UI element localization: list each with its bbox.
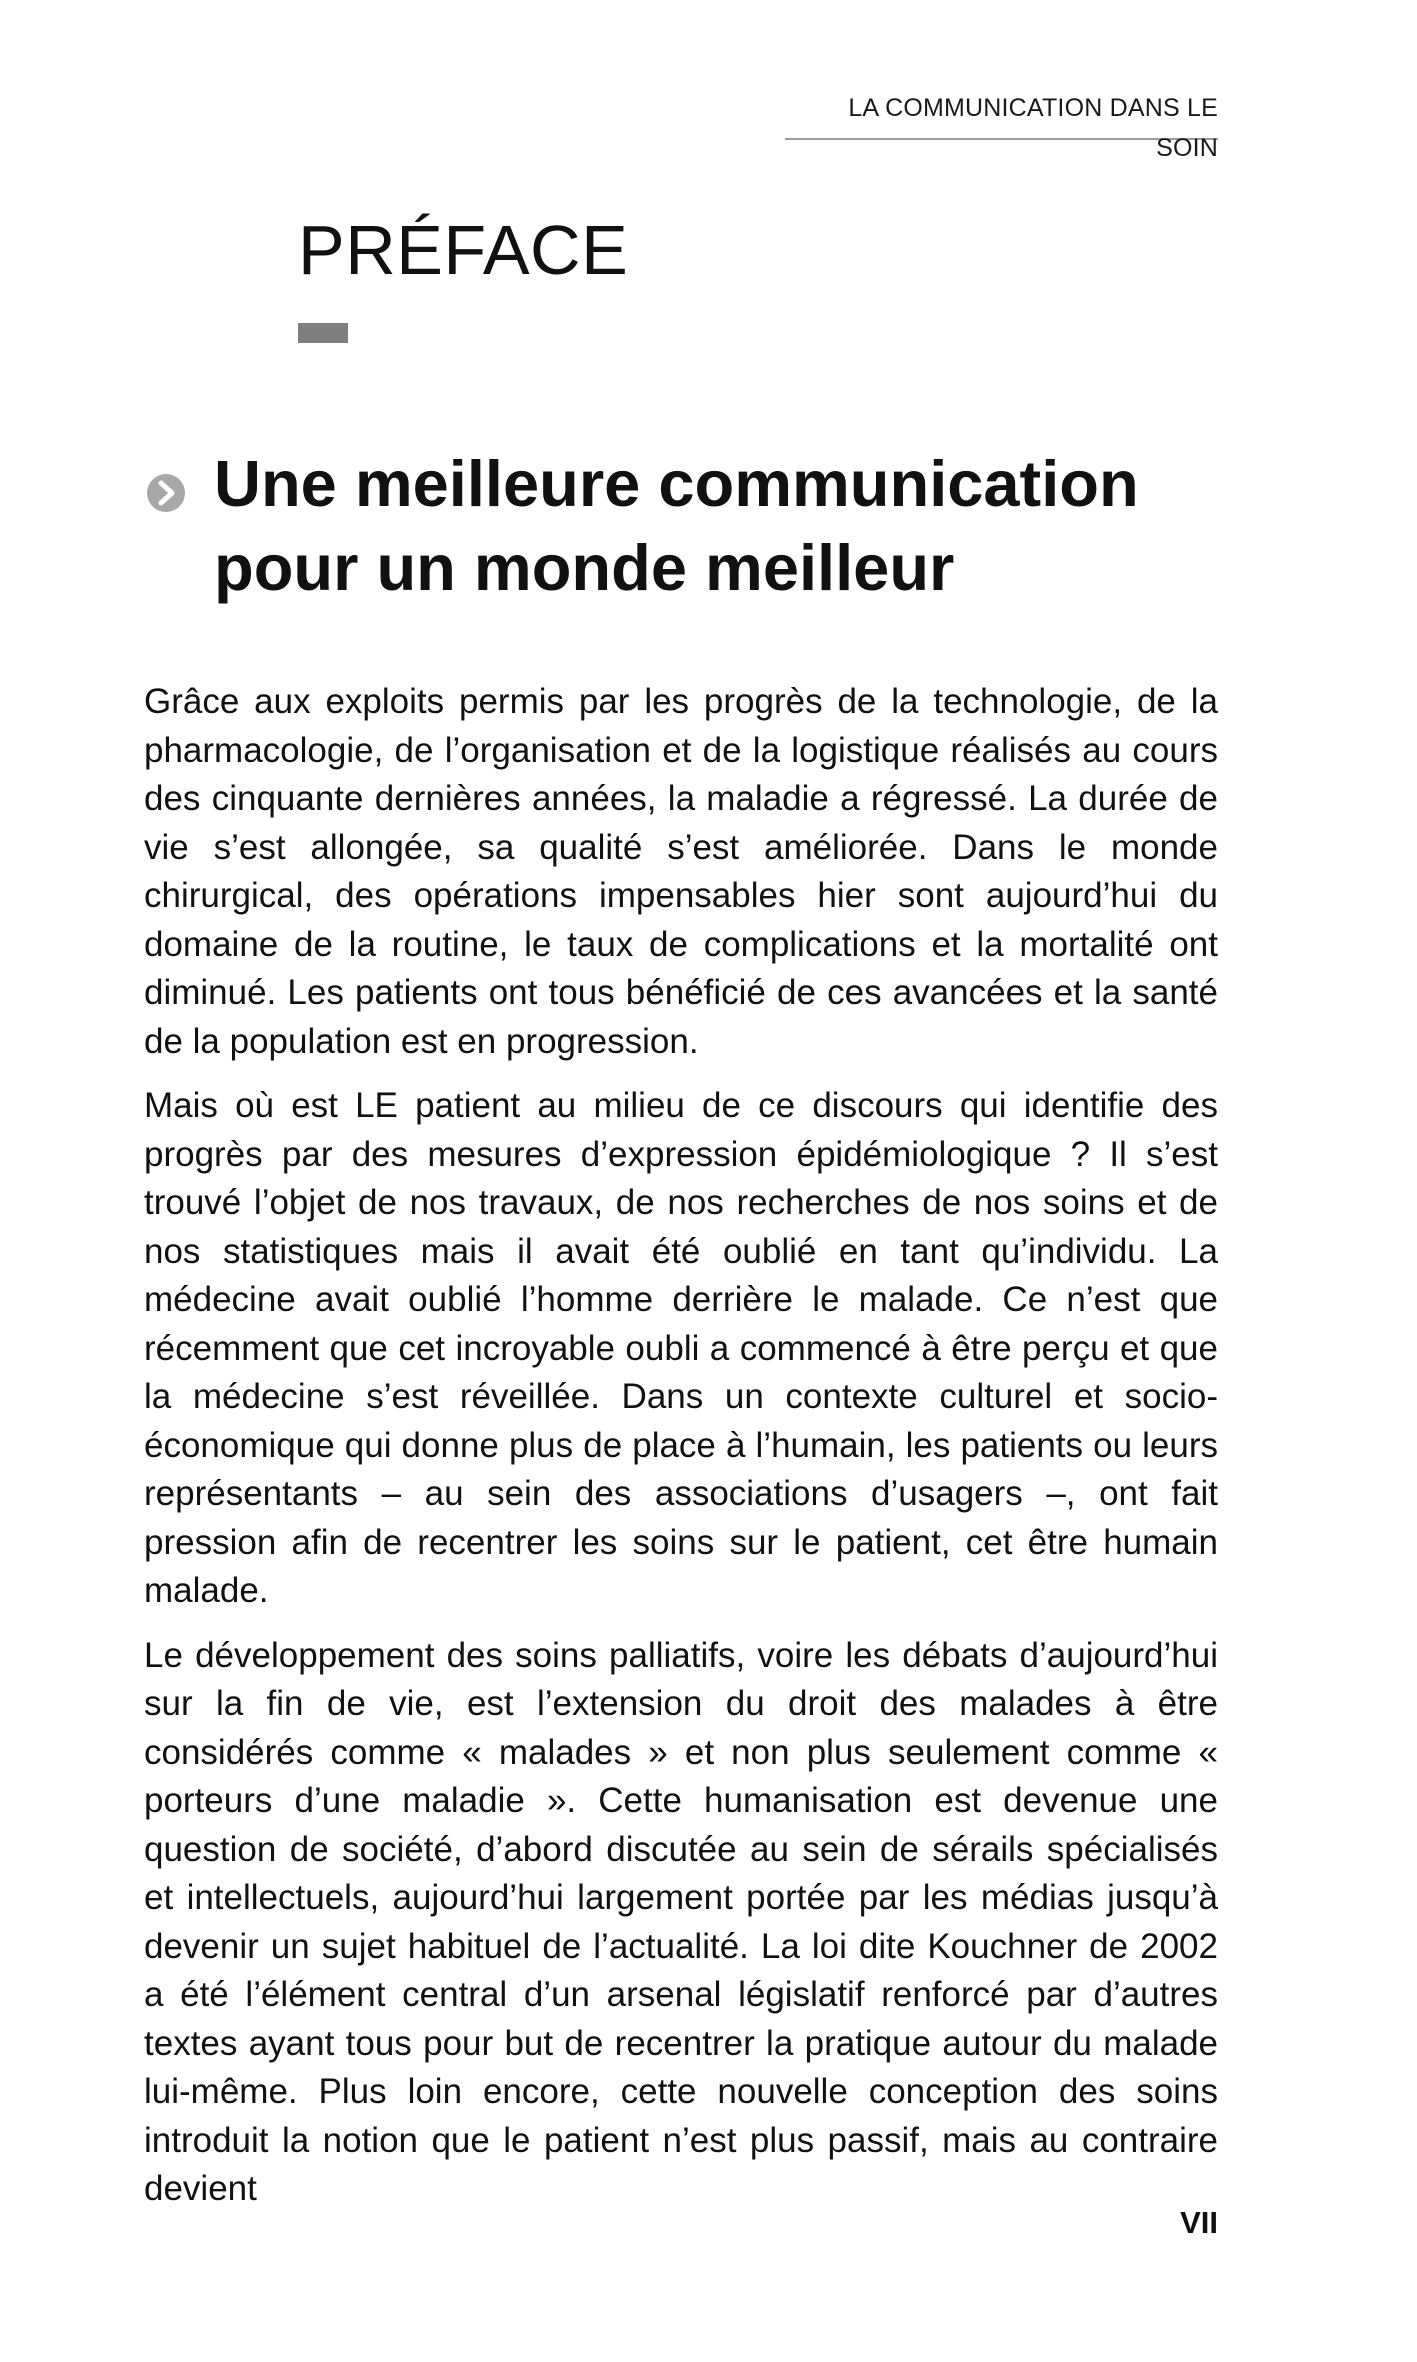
running-header-title: LA COMMUNICATION DANS LE SOIN xyxy=(848,94,1218,162)
running-header xyxy=(785,88,1218,162)
section-heading: Une meilleure communication pour un monde meilleur xyxy=(214,447,1139,604)
chevron-right-circle-icon xyxy=(146,473,186,513)
page-number: VII xyxy=(1180,2205,1218,2240)
chapter-title: PRÉFACE xyxy=(298,211,629,289)
body-text xyxy=(144,678,1218,2230)
paragraph-3: Le développement des soins palliatifs, voire les débats d’aujourd’hui sur la fin de vie, est l’extension du droit des malades à être considérés comme « malades » et non plus seulement comme « porteurs d’une maladie ». Cette humanisation est devenue une question de société, d’abord discutée au sein de sérails spécialisés et intellectuels, aujourd’hui largement portée par les médias jusqu’à devenir un sujet habituel de l’actualité. La loi dite Kouchner de 2002 a été l’élément central d’un arsenal législatif renforcé par d’autres textes ayant tous pour but de recentrer la pratique autour du malade lui-même. Plus loin encore, cette nouvelle conception des soins introduit la notion que le patient n’est plus passif, mais au contraire devient xyxy=(144,1635,1218,2208)
paragraph-2: Mais où est LE patient au milieu de ce discours qui identifie des progrès par des mesures d’expression épidémiologique ? Il s’est trouvé l’objet de nos travaux, de nos recherches de nos soins et de nos statistiques mais il avait été oublié en tant qu’individu. La médecine avait oublié l’homme derrière le malade. Ce n’est que récemment que cet incroyable oubli a commencé à être perçu et que la médecine s’est réveillée. Dans un contexte culturel et socio-économique qui donne plus de place à l’humain, les patients ou leurs représentants – au sein des associations d’usagers –, ont fait pression afin de recentrer les soins sur le patient, cet être humain malade. xyxy=(144,1086,1218,1610)
title-underline-bar xyxy=(298,323,348,343)
paragraph-1: Grâce aux exploits permis par les progrès de la technologie, de la pharmacologie, de l’organisation et de la logistique réalisés au cours des cinquante dernières années, la maladie a régressé. La durée de vie s’est allongée, sa qualité s’est améliorée. Dans le monde chirurgical, des opérations impensables hier sont aujourd’hui du domaine de la routine, le taux de complications et la mortalité ont diminué. Les patients ont tous bénéficié de ces avancées et la santé de la population est en progression. xyxy=(144,682,1218,1061)
